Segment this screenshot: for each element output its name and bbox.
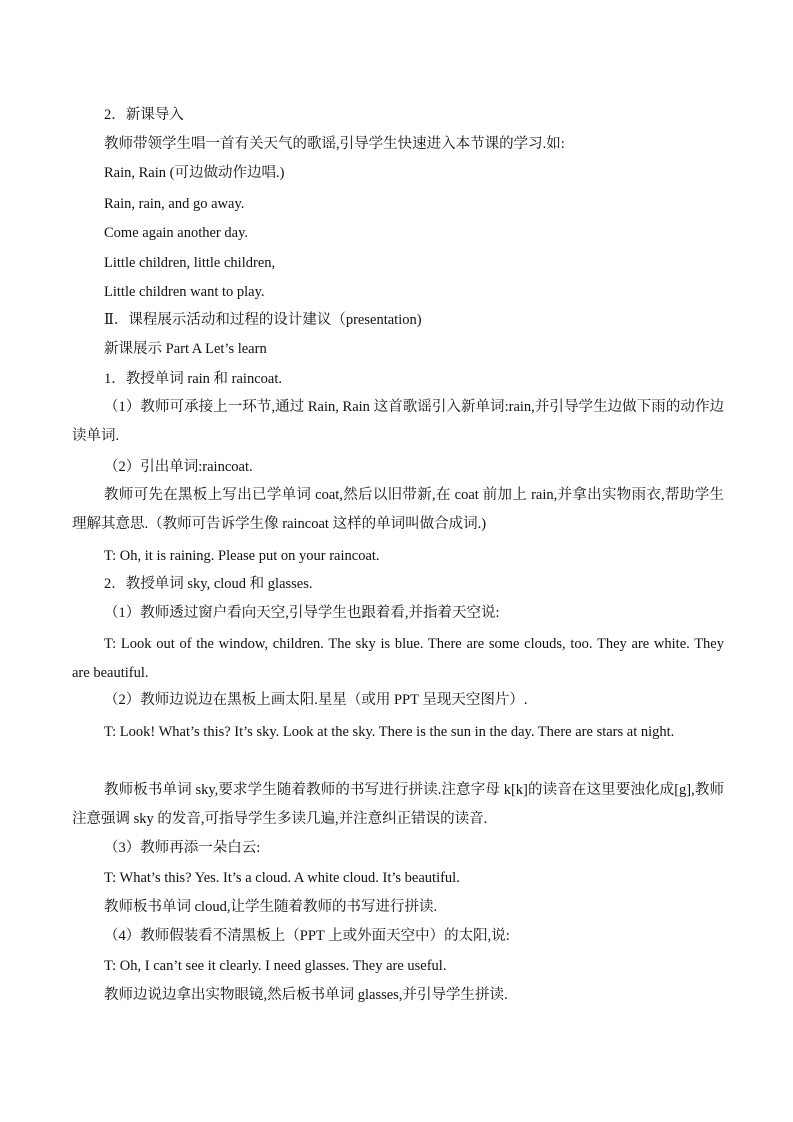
song-title: Rain, Rain (可边做动作边唱.) — [104, 165, 285, 181]
section-heading-presentation: Ⅱ．课程展示活动和过程的设计建议（presentation) — [104, 312, 422, 328]
paragraph-step-2-raincoat: （2）引出单词:raincoat. — [104, 459, 253, 475]
dialog-look-sky: T: Look! What’s this? It’s sky. Look at the sky. There is the sun in the day. There are stars at night. — [104, 724, 675, 740]
song-line-4: Little children want to play. — [104, 284, 265, 300]
song-line-3: Little children, little children, — [104, 255, 276, 271]
paragraph-write-glasses: 教师边说边拿出实物眼镜,然后板书单词 glasses,并引导学生拼读. — [104, 987, 508, 1003]
subheading-teach-rain: 1．教授单词 rain 和 raincoat. — [104, 371, 282, 387]
paragraph-step-4-glasses: （4）教师假装看不清黑板上（PPT 上或外面天空中）的太阳,说: — [104, 928, 510, 944]
paragraph-step-2-draw: （2）教师边说边在黑板上画太阳.星星（或用 PPT 呈现天空图片）. — [104, 692, 528, 708]
dialog-cloud: T: What’s this? Yes. It’s a cloud. A white cloud. It’s beautiful. — [104, 870, 460, 886]
dialog-raincoat: T: Oh, it is raining. Please put on your raincoat. — [104, 548, 380, 564]
dialog-glasses: T: Oh, I can’t see it clearly. I need glasses. They are useful. — [104, 958, 447, 974]
section-heading-new-lesson-intro: 2．新课导入 — [104, 107, 184, 123]
paragraph-sky-pronunciation: 教师板书单词 sky,要求学生随着教师的书写进行拼读.注意字母 k[k]的读音在这里要浊化成[g],教师注意强调 sky 的发音,可指导学生多读几遍,并注意纠正错误的读音. — [72, 782, 724, 827]
paragraph-coat-explanation: 教师可先在黑板上写出已学单词 coat,然后以旧带新,在 coat 前加上 rain,并拿出实物雨衣,帮助学生理解其意思.（教师可告诉学生像 raincoat 这样的单词叫做合成词.) — [72, 487, 724, 532]
subheading-teach-sky: 2．教授单词 sky, cloud 和 glasses. — [104, 576, 313, 592]
paragraph-step-1-window: （1）教师透过窗户看向天空,引导学生也跟着看,并指着天空说: — [104, 605, 500, 621]
song-line-2: Come again another day. — [104, 225, 249, 241]
dialog-look-window: T: Look out of the window, children. The sky is blue. There are some clouds, too. They are white. They are beautiful. — [72, 636, 724, 681]
paragraph-write-cloud: 教师板书单词 cloud,让学生随着教师的书写进行拼读. — [104, 899, 438, 915]
paragraph-part-a: 新课展示 Part A Let’s learn — [104, 341, 267, 357]
song-line-1: Rain, rain, and go away. — [104, 196, 245, 212]
paragraph-step-3-cloud: （3）教师再添一朵白云: — [104, 840, 261, 856]
paragraph-song-intro: 教师带领学生唱一首有关天气的歌谣,引导学生快速进入本节课的学习.如: — [104, 136, 565, 152]
paragraph-step-1-rain: （1）教师可承接上一环节,通过 Rain, Rain 这首歌谣引入新单词:rain,并引导学生边做下雨的动作边读单词. — [72, 399, 724, 444]
